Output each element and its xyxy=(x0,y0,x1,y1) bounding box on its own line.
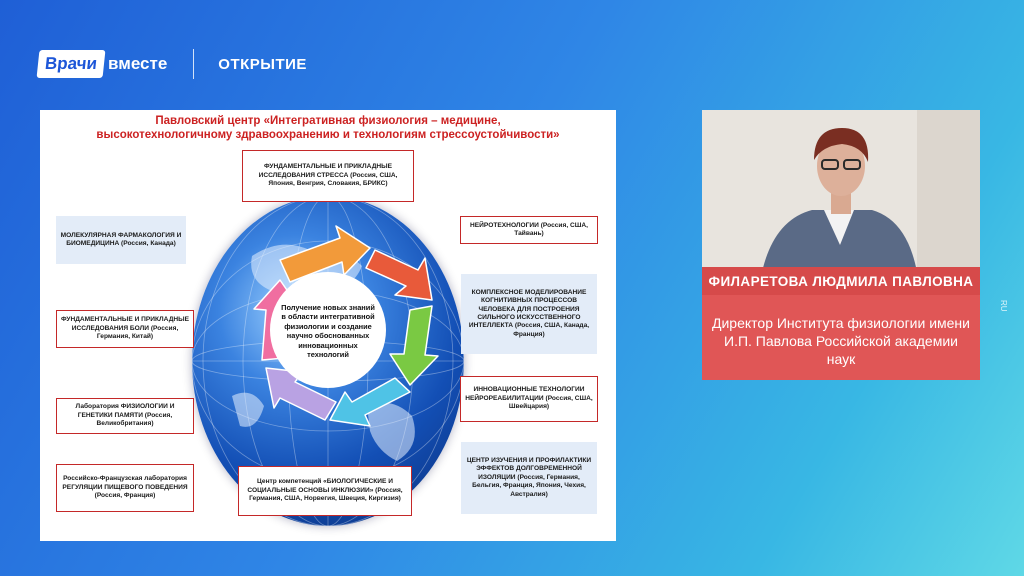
box-memory-genetics: Лаборатория ФИЗИОЛОГИИ И ГЕНЕТИКИ ПАМЯТИ (Россия, Великобритания) xyxy=(56,398,194,434)
vrachi-vmeste-logo[interactable] xyxy=(38,50,167,78)
speaker-silhouette xyxy=(702,110,980,272)
box-pain-research: ФУНДАМЕНТАЛЬНЫЕ И ПРИКЛАДНЫЕ ИССЛЕДОВАНИЯ БОЛИ (Россия, Германия, Китай) xyxy=(56,310,194,348)
speaker-role: Директор Института физиологии имени И.П. Павлова Российской академии наук xyxy=(712,315,970,367)
speaker-name: ФИЛАРЕТОВА ЛЮДМИЛА ПАВЛОВНА xyxy=(708,273,974,289)
header-divider xyxy=(193,49,194,79)
center-statement: Получение новых знаний в области интегративной физиологии и создание научно обоснованных инновационных технологий xyxy=(281,303,375,360)
box-food-behavior: Российско-Французская лаборатория РЕГУЛЯЦИИ ПИЩЕВОГО ПОВЕДЕНИЯ (Россия, Франция) xyxy=(56,464,194,512)
presentation-slide xyxy=(40,110,616,541)
language-label: RU xyxy=(999,300,1008,312)
box-neurorehabilitation: ИННОВАЦИОННЫЕ ТЕХНОЛОГИИ НЕЙРОРЕАБИЛИТАЦИИ (Россия, США, Швейцария) xyxy=(460,376,598,422)
logo-part-2: вместе xyxy=(108,54,168,73)
logo-part-1: Врачи xyxy=(37,50,106,78)
speaker-name-band xyxy=(702,267,980,295)
box-isolation-center: ЦЕНТР ИЗУЧЕНИЯ И ПРОФИЛАКТИКИ ЭФФЕКТОВ ДОЛГОВРЕМЕННОЙ ИЗОЛЯЦИИ (Россия, Германия, Бельгия, Франция, Япония, Чехия, Австралия) xyxy=(461,442,597,514)
box-inclusion-center: Центр компетенций «БИОЛОГИЧЕСКИЕ И СОЦИАЛЬНЫЕ ОСНОВЫ ИНКЛЮЗИИ» (Россия, Германия, США, Норвегия, Швеция, Киргизия) xyxy=(238,466,412,516)
speaker-video[interactable] xyxy=(702,110,980,272)
speaker-nameplate xyxy=(702,267,980,380)
box-stress-research: ФУНДАМЕНТАЛЬНЫЕ И ПРИКЛАДНЫЕ ИССЛЕДОВАНИЯ СТРЕССА (Россия, США, Япония, Венгрия, Словакия, БРИКС) xyxy=(242,150,414,202)
arrow-green xyxy=(390,306,438,385)
header-bar xyxy=(38,44,307,84)
slide-title-line-1: Павловский центр «Интегративная физиология – медицине, xyxy=(155,115,501,127)
session-label: ОТКРЫТИЕ xyxy=(218,55,307,73)
slide-title-line-2: высокотехнологичному здравоохранению и технологиям стрессоустойчивости» xyxy=(96,129,560,141)
box-neurotechnology: НЕЙРОТЕХНОЛОГИИ (Россия, США, Тайвань) xyxy=(460,216,598,244)
box-cognitive-modeling: КОМПЛЕКСНОЕ МОДЕЛИРОВАНИЕ КОГНИТИВНЫХ ПРОЦЕССОВ ЧЕЛОВЕКА ДЛЯ ПОСТРОЕНИЯ СИЛЬНОГО ИСКУССТВЕННОГО ИНТЕЛЛЕКТА (Россия, США, Канада, Франция) xyxy=(461,274,597,354)
box-molecular-pharmacology: МОЛЕКУЛЯРНАЯ ФАРМАКОЛОГИЯ И БИОМЕДИЦИНА (Россия, Канада) xyxy=(56,216,186,264)
arrow-red xyxy=(366,250,432,300)
